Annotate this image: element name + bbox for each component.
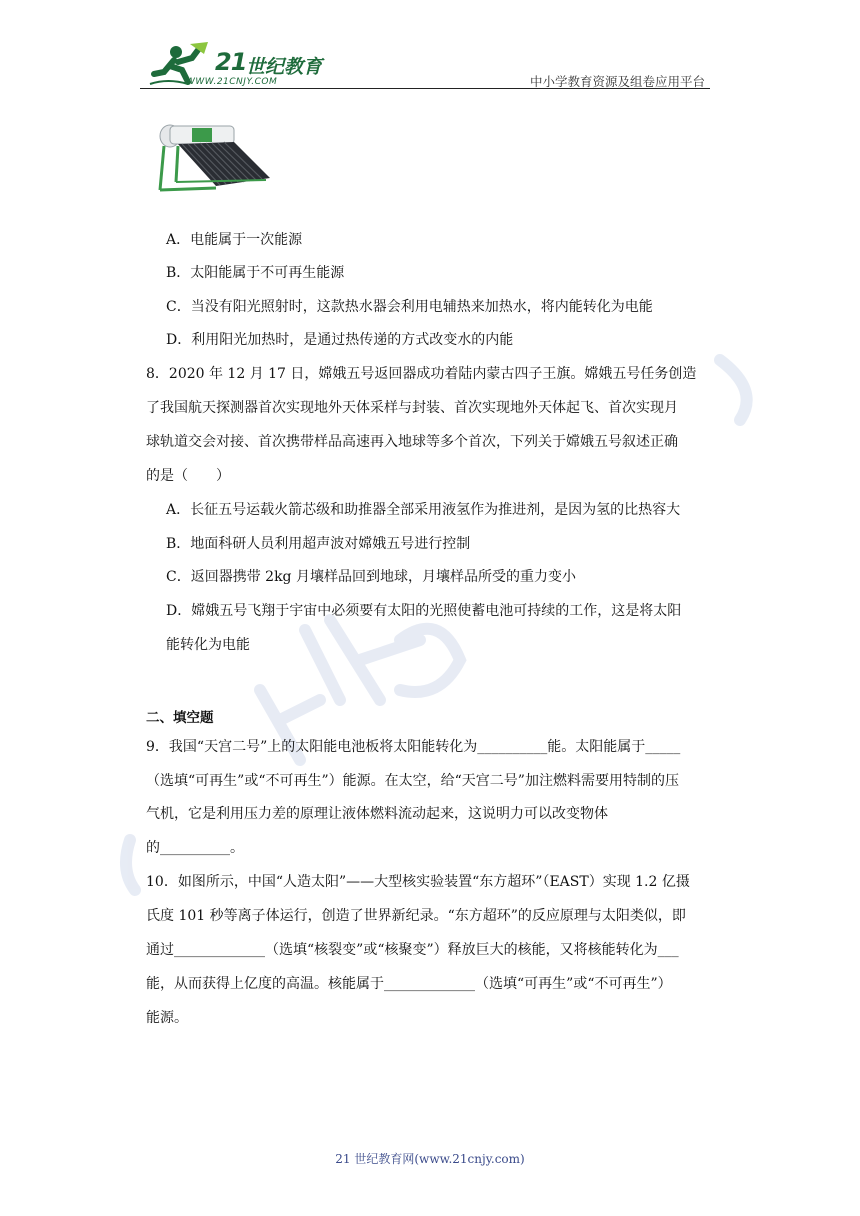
q7-option-c: C．当没有阳光照射时，这款热水器会利用电辅热来加热水，将内能转化为电能: [166, 299, 653, 315]
q8-option-a: A．长征五号运载火箭芯级和助推器全部采用液氢作为推进剂，是因为氢的比热容大: [166, 502, 681, 518]
q10-line: 能源。: [146, 1010, 188, 1026]
q8-option-b: B．地面科研人员利用超声波对嫦娥五号进行控制: [166, 536, 471, 552]
q10-line: 10．如图所示，中国“人造太阳”——大型核实验装置“东方超环”（EAST）实现 1.2 亿摄: [146, 874, 690, 890]
q8-option-c: C．返回器携带 2kg 月壤样品回到地球，月壤样品所受的重力变小: [166, 569, 576, 585]
logo-number: 21: [215, 48, 247, 76]
q10-line: 通过_____________（选填“核裂变”或“核聚变”）释放巨大的核能，又将核能转化为___: [146, 942, 679, 958]
q7-option-d: D．利用阳光加热时，是通过热传递的方式改变水的内能: [166, 332, 514, 348]
q10-line: 能，从而获得上亿度的高温。核能属于_____________（选填“可再生”或“不可再生”）: [146, 976, 672, 992]
solar-water-heater-image: [156, 122, 274, 194]
q8-stem-line: 了我国航天探测器首次实现地外天体采样与封装、首次实现地外天体起飞、首次实现月: [146, 400, 678, 416]
q7-option-a: A．电能属于一次能源: [166, 232, 303, 248]
q8-option-d-cont: 能转化为电能: [166, 637, 250, 653]
header-divider: [140, 88, 710, 89]
section-title: 二、填空题: [146, 710, 214, 726]
q7-option-b: B．太阳能属于不可再生能源: [166, 265, 345, 281]
q9-line: 气机，它是利用压力差的原理让液体燃料流动起来，这说明力可以改变物体: [146, 806, 608, 822]
q10-line: 氏度 101 秒等离子体运行，创造了世界新纪录。“东方超环”的反应原理与太阳类似，即: [146, 908, 686, 924]
logo-url: WWW.21CNJY.COM: [186, 77, 278, 87]
q9-line: 9．我国“天宫二号”上的太阳能电池板将太阳能转化为__________能。太阳能属于_____: [146, 739, 681, 755]
q8-option-d: D．嫦娥五号飞翔于宇宙中必须要有太阳的光照使蓄电池可持续的工作，这是将太阳: [166, 603, 682, 619]
q8-stem-line: 8．2020 年 12 月 17 日，嫦娥五号返回器成功着陆内蒙古四子王旗。嫦娥五号任务创造: [146, 366, 697, 382]
q8-stem-line: 的是（ ）: [146, 468, 230, 484]
footer: 21 世纪教育网(www.21cnjy.com): [335, 1152, 525, 1166]
q8-stem-line: 球轨道交会对接、首次携带样品高速再入地球等多个首次，下列关于嫦娥五号叙述正确: [146, 434, 678, 450]
logo-text: 世纪教育: [246, 56, 323, 78]
platform-title: 中小学教育资源及组卷应用平台: [530, 74, 706, 89]
q9-line: 的__________。: [146, 840, 244, 856]
q9-line: （选填“可再生”或“不可再生”）能源。在太空，给“天宫二号”加注燃料需要用特制的压: [146, 773, 679, 789]
